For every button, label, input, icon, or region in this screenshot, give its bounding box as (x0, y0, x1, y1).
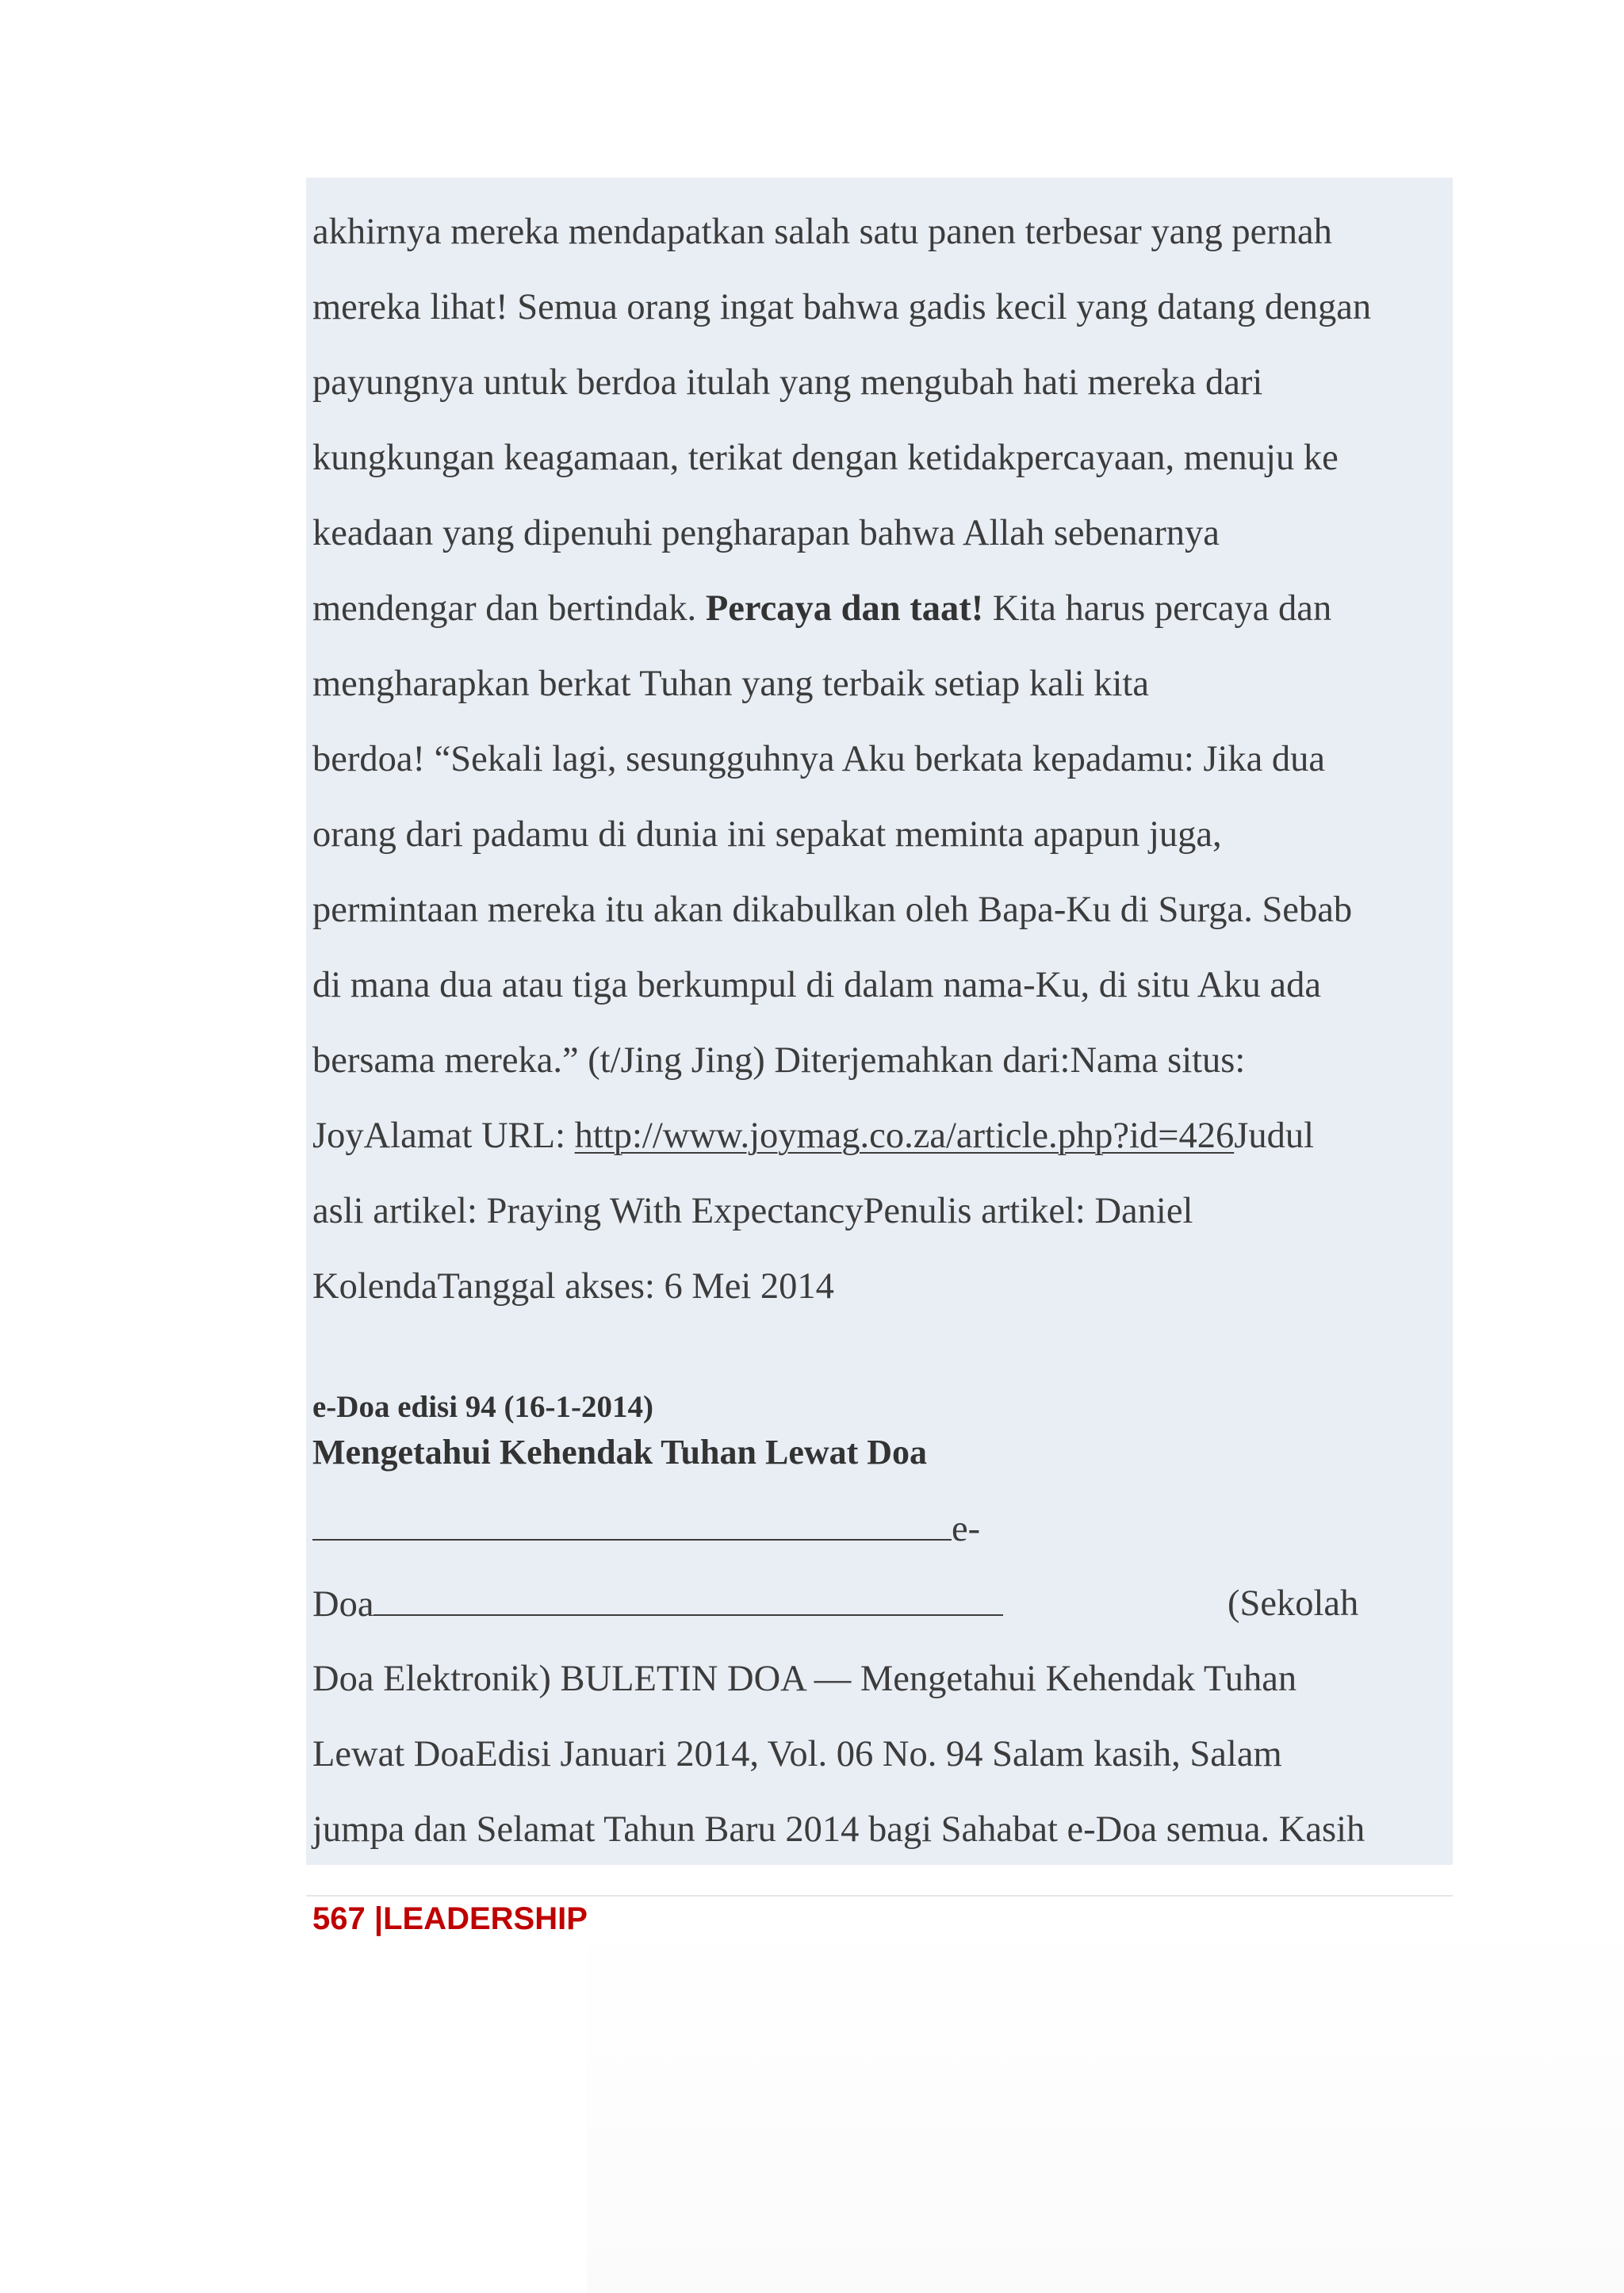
article-title: Mengetahui Kehendak Tuhan Lewat Doa (312, 1433, 928, 1472)
masthead-e: e- (952, 1509, 981, 1549)
body-line-12: bersama mereka.” (t/Jing Jing) Diterjemahkan dari:Nama situs: (312, 1040, 1246, 1081)
body-line-3: payungnya untuk berdoa itulah yang mengubah hati mereka dari (312, 362, 1263, 403)
body-line-10: permintaan mereka itu akan dikabulkan oleh Bapa-Ku di Surga. Sebab (312, 890, 1353, 930)
body-line-15: KolendaTanggal akses: 6 Mei 2014 (312, 1266, 834, 1307)
body-line-9: orang dari padamu di dunia ini sepakat meminta apapun juga, (312, 814, 1222, 855)
line-6-start: mendengar dan bertindak. (312, 588, 706, 629)
body-line-2: mereka lihat! Semua orang ingat bahwa gadis kecil yang datang dengan (312, 287, 1372, 327)
body-line-4: kungkungan keagamaan, terikat dengan ketidakpercayaan, menuju ke (312, 438, 1339, 478)
bold-phrase: Percaya dan taat! (705, 588, 984, 629)
body-line-6 (312, 586, 1331, 632)
body-line-14: asli artikel: Praying With ExpectancyPenulis artikel: Daniel (312, 1191, 1193, 1231)
masthead-line-1 (312, 1506, 980, 1552)
body-line-18: Doa Elektronik) BULETIN DOA — Mengetahui Kehendak Tuhan (312, 1659, 1297, 1699)
body-line-5: keadaan yang dipenuhi pengharapan bahwa Allah sebenarnya (312, 513, 1220, 553)
masthead-doa: Doa (312, 1584, 374, 1625)
body-line-8: berdoa! “Sekali lagi, sesungguhnya Aku berkata kepadamu: Jika dua (312, 739, 1326, 779)
page-number: 567 (312, 1901, 366, 1936)
body-line-13 (312, 1113, 1314, 1159)
footer-separator: | (365, 1901, 384, 1936)
line-6-end: Kita harus percaya dan (983, 588, 1332, 629)
body-line-11: di mana dua atau tiga berkumpul di dalam nama-Ku, di situ Aku ada (312, 965, 1321, 1005)
masthead-rule-1 (312, 1506, 952, 1541)
body-line-20: jumpa dan Selamat Tahun Baru 2014 bagi Sahabat e-Doa semua. Kasih (312, 1809, 1365, 1850)
body-line-1: akhirnya mereka mendapatkan salah satu panen terbesar yang pernah (312, 212, 1332, 252)
page-background (587, 1903, 1624, 2293)
masthead-rule-2 (373, 1581, 1003, 1616)
masthead-sekolah: (Sekolah (1228, 1583, 1359, 1624)
edition-heading: e-Doa edisi 94 (16-1-2014) (312, 1390, 654, 1424)
footer-section: LEADERSHIP (383, 1901, 588, 1936)
source-url-link[interactable]: http://www.joymag.co.za/article.php?id=426 (574, 1116, 1235, 1156)
body-line-19: Lewat DoaEdisi Januari 2014, Vol. 06 No. 94 Salam kasih, Salam (312, 1734, 1282, 1774)
page-footer (312, 1901, 588, 1937)
footer-divider (306, 1895, 1453, 1897)
body-line-7: mengharapkan berkat Tuhan yang terbaik setiap kali kita (312, 664, 1149, 704)
url-line-end: Judul (1234, 1116, 1314, 1156)
masthead-line-2 (312, 1581, 1003, 1628)
url-line-start: JoyAlamat URL: (312, 1116, 575, 1156)
